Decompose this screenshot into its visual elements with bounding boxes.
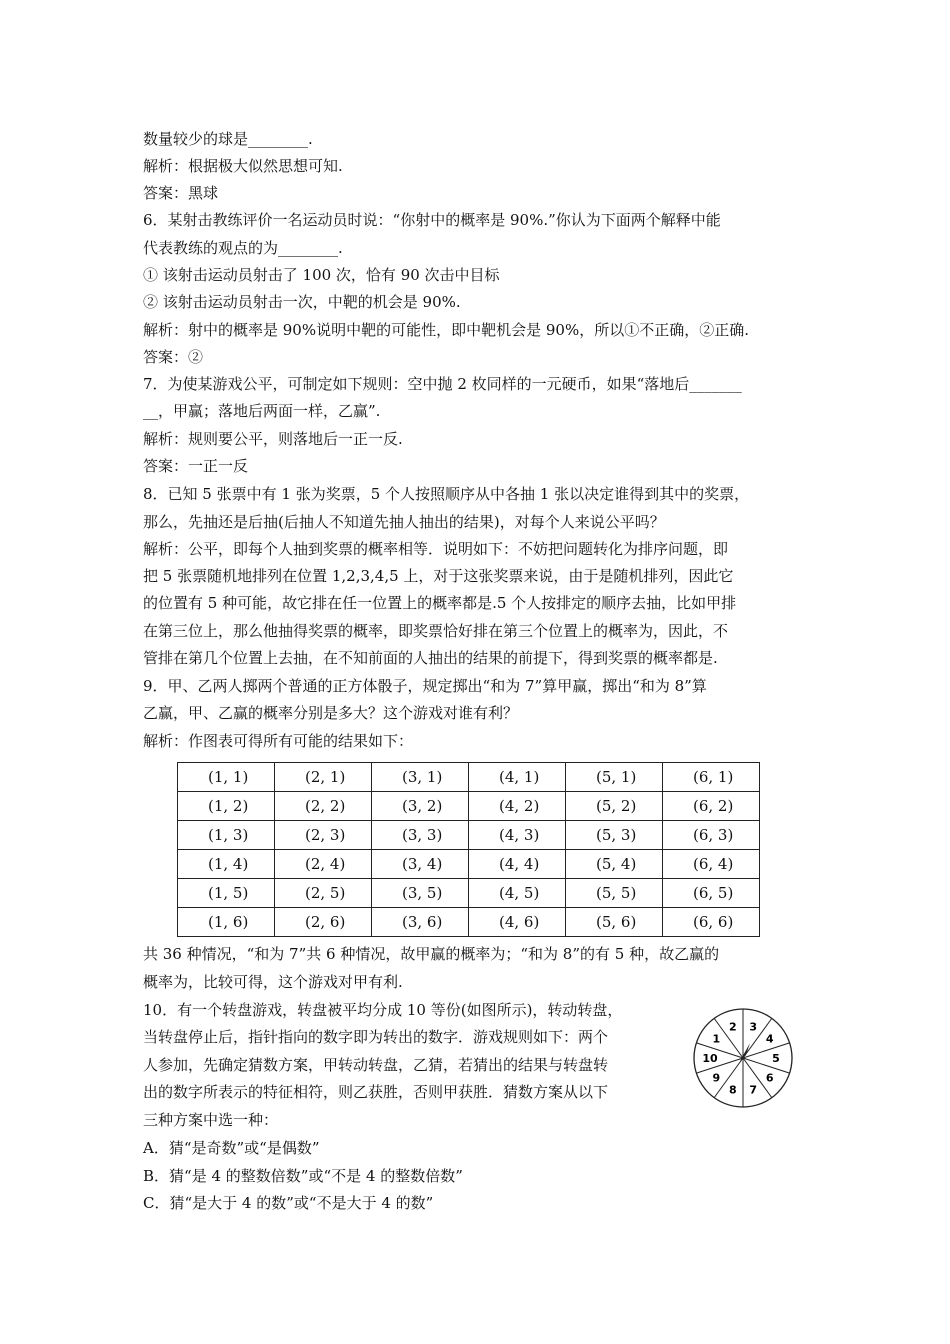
text-line: 答案：一正一反 [143, 457, 249, 475]
table-row [178, 850, 760, 879]
spinner-number: 9 [712, 1071, 721, 1085]
table-cell: (4, 4) [469, 850, 566, 879]
table-cell: (5, 5) [566, 879, 663, 908]
text-line: __，甲赢；落地后两面一样，乙赢”. [143, 402, 381, 420]
table-cell: (6, 3) [663, 821, 760, 850]
text-line: 7．为使某游戏公平，可制定如下规则：空中抛 2 枚同样的一元硬币，如果“落地后_______ [143, 375, 742, 393]
text-line: 解析：作图表可得所有可能的结果如下： [143, 732, 414, 750]
text-line: C．猜“是大于 4 的数”或“不是大于 4 的数” [143, 1194, 434, 1212]
spinner-number: 4 [765, 1032, 774, 1046]
text-line: 概率为，比较可得，这个游戏对甲有利. [143, 973, 403, 991]
table-row [178, 908, 760, 937]
spinner-number: 1 [712, 1032, 721, 1046]
table-cell: (5, 3) [566, 821, 663, 850]
text-line: 共 36 种情况，“和为 7”共 6 种情况，故甲赢的概率为；“和为 8”的有 5 种，故乙赢的 [143, 945, 720, 963]
table-cell: (1, 3) [178, 821, 275, 850]
table-row [178, 879, 760, 908]
table-cell: (6, 4) [663, 850, 760, 879]
text-line: 出的数字所表示的特征相符，则乙获胜，否则甲获胜．猜数方案从以下 [143, 1083, 609, 1101]
text-line: 答案：② [143, 348, 204, 366]
text-line: B．猜“是 4 的整数倍数”或“不是 4 的整数倍数” [143, 1167, 463, 1185]
table-cell: (4, 2) [469, 792, 566, 821]
table-cell: (1, 5) [178, 879, 275, 908]
table-cell: (3, 4) [372, 850, 469, 879]
text-line: 8．已知 5 张票中有 1 张为奖票，5 个人按照顺序从中各抽 1 张以决定谁得到其中的奖票， [143, 485, 750, 503]
table-cell: (5, 4) [566, 850, 663, 879]
table-cell: (6, 5) [663, 879, 760, 908]
table-cell: (6, 6) [663, 908, 760, 937]
table-cell: (1, 4) [178, 850, 275, 879]
spinner-number: 3 [749, 1020, 758, 1034]
table-cell: (1, 2) [178, 792, 275, 821]
text-line: 数量较少的球是________. [143, 130, 313, 148]
text-line: 解析：射中的概率是 90%说明中靶的可能性，即中靶机会是 90%，所以①不正确，②正确. [143, 321, 749, 339]
table-cell: (5, 2) [566, 792, 663, 821]
text-line: 把 5 张票随机地排列在位置 1,2,3,4,5 上，对于这张奖票来说，由于是随机排列，因此它 [143, 567, 734, 585]
text-line: 代表教练的观点的为________. [143, 239, 343, 257]
text-line: 10．有一个转盘游戏，转盘被平均分成 10 等份(如图所示)，转动转盘， [143, 1001, 623, 1019]
text-line: 解析：规则要公平，则落地后一正一反. [143, 430, 403, 448]
text-line: 6．某射击教练评价一名运动员时说：“你射中的概率是 90%.”你认为下面两个解释中能 [143, 211, 721, 229]
spinner-number: 10 [702, 1052, 718, 1065]
text-line: ② 该射击运动员射击一次，中靶的机会是 90%. [143, 293, 461, 311]
table-cell: (3, 1) [372, 763, 469, 792]
table-cell: (2, 3) [275, 821, 372, 850]
dice-outcome-table [177, 762, 760, 937]
text-line: A．猜“是奇数”或“是偶数” [143, 1139, 320, 1157]
table-cell: (4, 5) [469, 879, 566, 908]
table-cell: (3, 3) [372, 821, 469, 850]
table-row [178, 763, 760, 792]
text-line: 乙赢，甲、乙赢的概率分别是多大？这个游戏对谁有利？ [143, 704, 519, 722]
text-line: 的位置有 5 种可能，故它排在任一位置上的概率都是.5 个人按排定的顺序去抽，比如甲排 [143, 594, 737, 612]
spinner-number: 2 [728, 1020, 737, 1034]
text-line: 9．甲、乙两人掷两个普通的正方体骰子，规定掷出“和为 7”算甲赢，掷出“和为 8”算 [143, 677, 707, 695]
spinner-number: 5 [772, 1052, 780, 1065]
text-line: 管排在第几个位置上去抽，在不知前面的人抽出的结果的前提下，得到奖票的概率都是. [143, 649, 718, 667]
table-cell: (6, 2) [663, 792, 760, 821]
table-cell: (4, 3) [469, 821, 566, 850]
spinner-number: 8 [728, 1083, 737, 1097]
table-cell: (1, 1) [178, 763, 275, 792]
table-cell: (1, 6) [178, 908, 275, 937]
table-cell: (2, 6) [275, 908, 372, 937]
text-line: 在第三位上，那么他抽得奖票的概率，即奖票恰好排在第三个位置上的概率为，因此，不 [143, 622, 729, 640]
table-cell: (5, 6) [566, 908, 663, 937]
table-cell: (4, 6) [469, 908, 566, 937]
spinner-number: 7 [749, 1083, 758, 1097]
table-cell: (6, 1) [663, 763, 760, 792]
text-line: 解析：根据极大似然思想可知. [143, 157, 343, 175]
table-row [178, 821, 760, 850]
table-cell: (2, 1) [275, 763, 372, 792]
text-line: 人参加，先确定猜数方案，甲转动转盘，乙猜，若猜出的结果与转盘转 [143, 1056, 609, 1074]
text-line: 当转盘停止后，指针指向的数字即为转出的数字．游戏规则如下：两个 [143, 1028, 609, 1046]
table-cell: (2, 4) [275, 850, 372, 879]
spinner-diagram [690, 1005, 796, 1111]
table-cell: (2, 5) [275, 879, 372, 908]
table-cell: (5, 1) [566, 763, 663, 792]
table-cell: (4, 1) [469, 763, 566, 792]
text-line: 答案：黑球 [143, 184, 219, 202]
table-cell: (3, 2) [372, 792, 469, 821]
spinner-number: 6 [765, 1071, 774, 1085]
text-line: ① 该射击运动员射击了 100 次，恰有 90 次击中目标 [143, 266, 500, 284]
table-row [178, 792, 760, 821]
table-cell: (3, 6) [372, 908, 469, 937]
table-cell: (3, 5) [372, 879, 469, 908]
table-cell: (2, 2) [275, 792, 372, 821]
text-line: 解析：公平，即每个人抽到奖票的概率相等．说明如下：不妨把问题转化为排序问题，即 [143, 540, 729, 558]
text-line: 那么，先抽还是后抽(后抽人不知道先抽人抽出的结果)，对每个人来说公平吗？ [143, 513, 665, 531]
text-line: 三种方案中选一种： [143, 1111, 279, 1129]
